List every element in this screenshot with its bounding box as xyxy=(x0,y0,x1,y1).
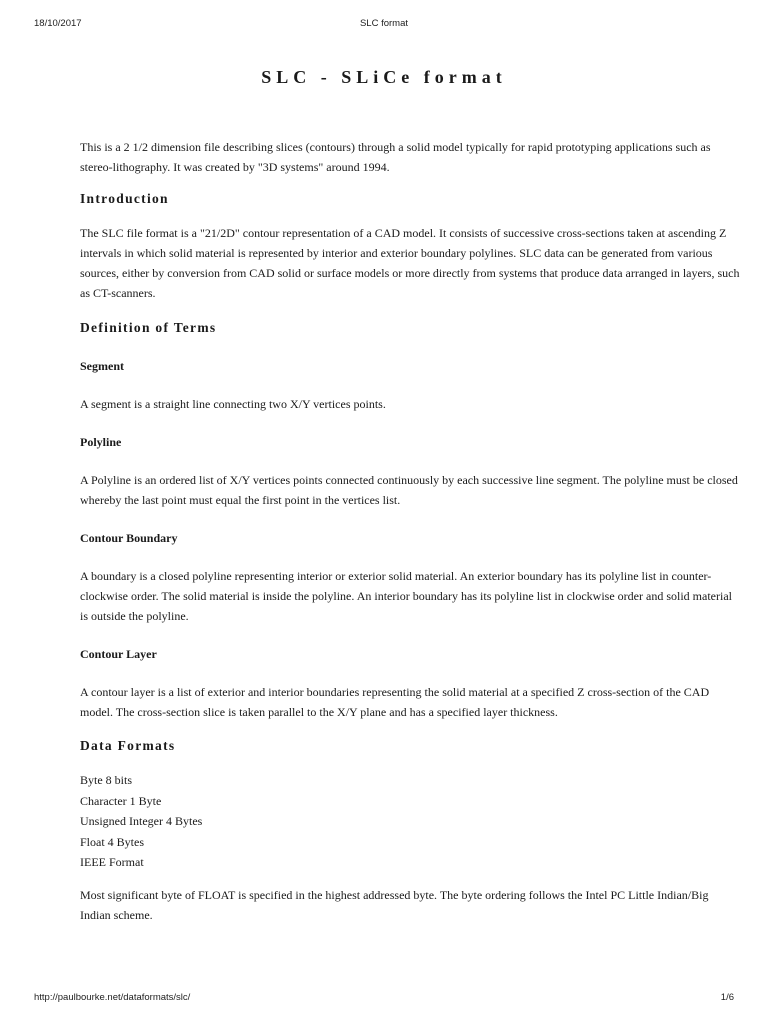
heading-data-formats: Data Formats xyxy=(80,738,176,753)
contour-boundary-definition: A boundary is a closed polyline representing interior or exterior solid material. An exterior boundary has its polyline list in counter-clockwise order. The solid material is inside the polyline. An interior boundary has its polyline list in clockwise order and solid material is outside the polyline. xyxy=(80,569,732,623)
list-item: Float 4 Bytes xyxy=(80,834,145,849)
list-item: Character 1 Byte xyxy=(80,793,162,808)
term-polyline: Polyline xyxy=(80,435,122,449)
term-contour-layer: Contour Layer xyxy=(80,647,157,661)
heading-definition-of-terms: Definition of Terms xyxy=(80,320,217,335)
print-header xyxy=(0,18,768,32)
term-contour-boundary: Contour Boundary xyxy=(80,531,178,545)
segment-definition: A segment is a straight line connecting two X/Y vertices points. xyxy=(80,397,386,411)
document-body xyxy=(80,62,740,925)
data-formats-note: Most significant byte of FLOAT is specified in the highest addressed byte. The byte ordering follows the Intel PC Little Indian/Big Indian scheme. xyxy=(80,887,709,922)
print-title: SLC format xyxy=(359,18,409,29)
page-number: 1/6 xyxy=(720,992,734,1003)
page-title: SLC - SLiCe format xyxy=(261,67,507,87)
data-formats-list xyxy=(80,770,740,873)
term-segment: Segment xyxy=(80,359,124,373)
heading-introduction: Introduction xyxy=(80,191,169,206)
polyline-definition: A Polyline is an ordered list of X/Y vertices points connected continuously by each successive line segment. The polyline must be closed whereby the last point must equal the first point in the vertices list. xyxy=(80,473,738,507)
contour-layer-definition: A contour layer is a list of exterior and interior boundaries representing the solid material at a specified Z cross-section of the CAD model. The cross-section slice is taken parallel to the X/Y plane and has a specified layer thickness. xyxy=(80,685,710,719)
source-url: http://paulbourke.net/dataformats/slc/ xyxy=(34,992,191,1003)
print-date: 18/10/2017 xyxy=(34,18,82,29)
list-item: IEEE Format xyxy=(80,855,144,869)
list-item: Byte 8 bits xyxy=(80,773,133,787)
list-item: Unsigned Integer 4 Bytes xyxy=(80,814,203,828)
introduction-paragraph: The SLC file format is a "21/2D" contour representation of a CAD model. It consists of successive cross-sections taken at ascending Z intervals in which solid material is represented by interior and exterior boundary polylines. SLC data can be generated from various sources, either by conversion from CAD solid or surface models or more directly from systems that produce data arranged in layers, such as CT-scanners. xyxy=(80,226,740,300)
print-footer xyxy=(0,992,768,1006)
intro-paragraph: This is a 2 1/2 dimension file describing slices (contours) through a solid model typically for rapid prototyping applications such as stereo-lithography. It was created by "3D systems" around 1994. xyxy=(80,140,711,174)
